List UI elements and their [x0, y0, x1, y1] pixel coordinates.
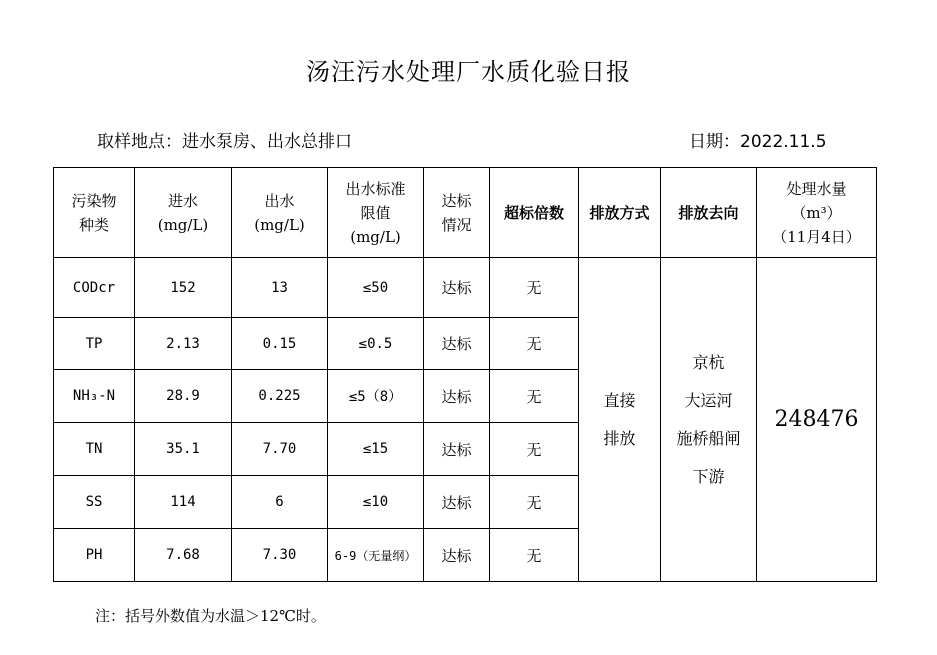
- effluent-cell: 7.70: [232, 423, 328, 476]
- header-status-line1: 达标: [441, 191, 472, 210]
- pollutant-cell: PH: [54, 529, 135, 582]
- header-pollutant: [54, 168, 135, 258]
- limit-cell: ≤10: [328, 476, 424, 529]
- pollutant-cell: TP: [54, 318, 135, 370]
- water-quality-table: [53, 167, 877, 582]
- influent-cell: 2.13: [135, 318, 232, 370]
- header-influent-line2: (mg/L): [157, 215, 209, 234]
- report-title: 汤汪污水处理厂水质化验日报: [306, 58, 631, 86]
- discharge-dest-cell: [661, 258, 757, 582]
- header-discharge-method: 排放方式: [579, 168, 661, 258]
- exceed-cell: 无: [490, 370, 579, 423]
- header-volume: [757, 168, 877, 258]
- treated-volume-cell: 248476: [757, 258, 877, 582]
- header-volume-line3: （11月4日）: [772, 227, 861, 246]
- header-volume-line1: 处理水量: [786, 179, 847, 198]
- footnote: 注：括号外数值为水温＞12℃时。: [95, 607, 326, 625]
- status-cell: 达标: [424, 370, 490, 423]
- discharge-dest-line4: 下游: [692, 466, 725, 486]
- pollutant-cell: NH₃-N: [54, 370, 135, 423]
- header-status: [424, 168, 490, 258]
- header-limit-line2: 限值: [360, 203, 391, 222]
- exceed-cell: 无: [490, 423, 579, 476]
- status-cell: 达标: [424, 476, 490, 529]
- header-exceed: 超标倍数: [490, 168, 579, 258]
- limit-cell: ≤0.5: [328, 318, 424, 370]
- status-cell: 达标: [424, 423, 490, 476]
- limit-cell: ≤50: [328, 258, 424, 318]
- header-status-line2: 情况: [441, 215, 472, 234]
- discharge-method-cell: [579, 258, 661, 582]
- header-effluent: [232, 168, 328, 258]
- discharge-dest-line2: 大运河: [684, 390, 733, 410]
- exceed-cell: 无: [490, 529, 579, 582]
- discharge-dest-line1: 京杭: [692, 352, 725, 372]
- header-effluent-line1: 出水: [264, 191, 295, 210]
- limit-cell: 6-9（无量纲）: [328, 529, 424, 582]
- limit-cell: ≤15: [328, 423, 424, 476]
- status-cell: 达标: [424, 258, 490, 318]
- pollutant-cell: SS: [54, 476, 135, 529]
- limit-cell: ≤5（8）: [328, 370, 424, 423]
- header-row: [54, 168, 877, 258]
- pollutant-cell: TN: [54, 423, 135, 476]
- effluent-cell: 13: [232, 258, 328, 318]
- effluent-cell: 7.30: [232, 529, 328, 582]
- table-row: [54, 258, 877, 318]
- header-effluent-line2: (mg/L): [254, 215, 305, 234]
- influent-cell: 152: [135, 258, 232, 318]
- header-influent: [135, 168, 232, 258]
- effluent-cell: 0.15: [232, 318, 328, 370]
- status-cell: 达标: [424, 529, 490, 582]
- discharge-method-line2: 排放: [603, 428, 636, 448]
- influent-cell: 7.68: [135, 529, 232, 582]
- discharge-dest-line3: 施桥船闸: [676, 428, 741, 448]
- exceed-cell: 无: [490, 476, 579, 529]
- influent-cell: 35.1: [135, 423, 232, 476]
- pollutant-cell: CODcr: [54, 258, 135, 318]
- header-limit-line3: (mg/L): [350, 227, 401, 246]
- header-limit: [328, 168, 424, 258]
- exceed-cell: 无: [490, 258, 579, 318]
- sampling-location: 取样地点：进水泵房、出水总排口: [97, 132, 352, 152]
- header-pollutant-line2: 种类: [78, 215, 109, 234]
- influent-cell: 114: [135, 476, 232, 529]
- header-discharge-dest: 排放去向: [661, 168, 757, 258]
- header-influent-line1: 进水: [167, 191, 198, 210]
- influent-cell: 28.9: [135, 370, 232, 423]
- report-date: 日期：2022.11.5: [689, 132, 827, 152]
- discharge-method-line1: 直接: [603, 390, 636, 410]
- header-volume-line2: （m³）: [791, 203, 842, 222]
- status-cell: 达标: [424, 318, 490, 370]
- effluent-cell: 6: [232, 476, 328, 529]
- exceed-cell: 无: [490, 318, 579, 370]
- effluent-cell: 0.225: [232, 370, 328, 423]
- header-pollutant-line1: 污染物: [71, 191, 117, 210]
- header-limit-line1: 出水标准: [345, 179, 406, 198]
